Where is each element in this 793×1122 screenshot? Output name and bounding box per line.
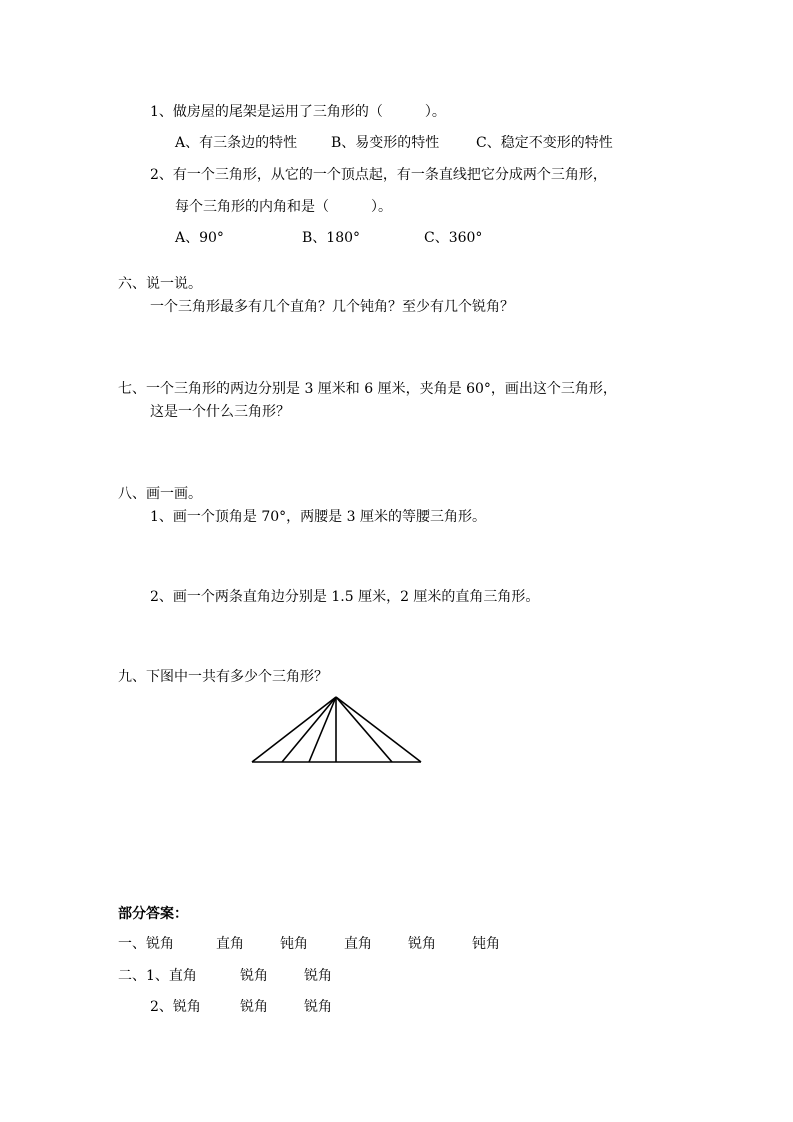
- answer: 锐角: [304, 968, 332, 984]
- q1-option-c: C、稳定不变形的特性: [476, 135, 613, 151]
- answer: 锐角: [304, 999, 332, 1015]
- answer: 二、1、直角: [118, 968, 197, 984]
- question-2-line2: 每个三角形的内角和是（ ）。: [175, 199, 392, 215]
- triangle-side: [252, 697, 336, 762]
- section-7-line1: 七、一个三角形的两边分别是 3 厘米和 6 厘米，夹角是 60°，画出这个三角形，: [118, 381, 617, 397]
- section-8-title: 八、画一画。: [118, 486, 202, 502]
- section-8-q1: 1、画一个顶角是 70°，两腰是 3 厘米的等腰三角形。: [150, 509, 486, 525]
- q2-option-c: C、360°: [424, 230, 483, 246]
- triangle-side: [336, 697, 421, 762]
- answer: 一、锐角: [118, 936, 174, 952]
- answer: 2、锐角: [150, 999, 201, 1015]
- answer: 锐角: [240, 999, 268, 1015]
- q1-option-b: B、易变形的特性: [331, 135, 440, 151]
- q1-option-a: A、有三条边的特性: [175, 135, 298, 151]
- question-2-line1: 2、有一个三角形，从它的一个顶点起，有一条直线把它分成两个三角形，: [150, 167, 607, 183]
- q2-option-b: B、180°: [302, 230, 361, 246]
- answer: 直角: [344, 936, 372, 952]
- section-9-title: 九、下图中一共有多少个三角形？: [118, 669, 328, 685]
- answer: 钝角: [472, 936, 500, 952]
- section-6-title: 六、说一说。: [118, 276, 202, 292]
- answer: 钝角: [280, 936, 308, 952]
- q2-option-a: A、90°: [175, 230, 224, 246]
- section-7-line2: 这是一个什么三角形？: [150, 404, 290, 420]
- triangle-segment: [282, 697, 336, 762]
- triangle-segment: [336, 697, 392, 762]
- answer: 锐角: [240, 968, 268, 984]
- section-8-q2: 2、画一个两条直角边分别是 1.5 厘米，2 厘米的直角三角形。: [150, 589, 540, 605]
- answer: 锐角: [408, 936, 436, 952]
- answers-title: 部分答案：: [118, 906, 188, 922]
- answer: 直角: [216, 936, 244, 952]
- question-1: 1、做房屋的尾架是运用了三角形的（ ）。: [150, 104, 446, 120]
- section-6-text: 一个三角形最多有几个直角？几个钝角？至少有几个锐角？: [150, 299, 514, 315]
